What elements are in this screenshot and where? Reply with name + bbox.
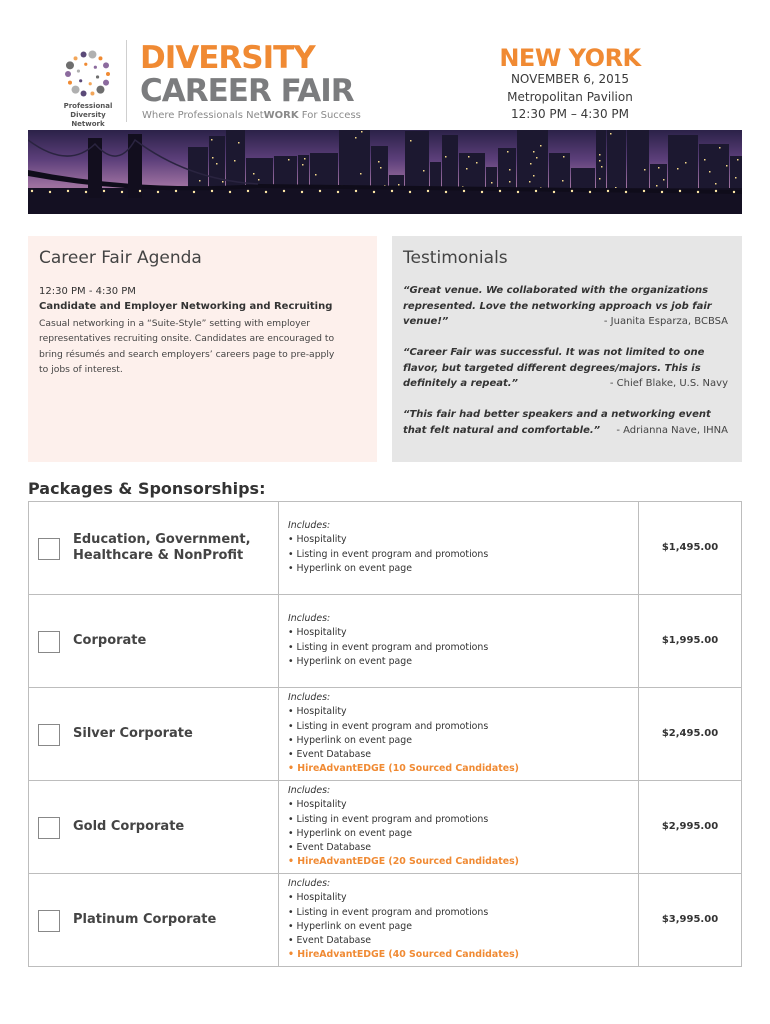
includes-label: Includes: — [288, 785, 331, 796]
includes-label: Includes: — [288, 520, 331, 531]
testimonial-author: - Juanita Esparza, BCBSA — [603, 316, 728, 327]
skyline-illustration — [28, 130, 742, 214]
testimonial-author: - Chief Blake, U.S. Navy — [609, 378, 728, 389]
package-price: $3,995.00 — [661, 914, 719, 925]
feature-item: • Hospitality — [288, 799, 347, 811]
feature-item: • Hospitality — [288, 892, 347, 904]
feature-item: • Event Database — [288, 935, 372, 947]
column-divider — [278, 502, 279, 594]
event-title-line1: DIVERSITY — [140, 40, 315, 76]
package-name: Education, Government, Healthcare & NonProfit — [73, 532, 251, 563]
tagline: Where Professionals NetWORK For Success — [142, 110, 361, 121]
city-skyline-banner — [28, 130, 742, 214]
package-checkbox[interactable] — [38, 538, 60, 560]
feature-highlight: • HireAdvantEDGE (40 Sourced Candidates) — [288, 949, 519, 961]
package-row-corporate — [29, 595, 741, 688]
feature-item: • Listing in event program and promotions — [288, 641, 489, 653]
testimonials-heading: Testimonials — [403, 248, 508, 268]
package-price: $2,495.00 — [661, 728, 719, 739]
agenda-session-title: Candidate and Employer Networking and Recruiting — [39, 301, 333, 312]
includes-label: Includes: — [288, 613, 331, 624]
includes-label: Includes: — [288, 692, 331, 703]
agenda-section — [28, 236, 377, 462]
package-price: $1,495.00 — [661, 542, 719, 553]
package-checkbox[interactable] — [38, 724, 60, 746]
org-name: Professional Diversity Network — [63, 102, 113, 128]
testimonial-quote: “Career Fair was successful. It was not limited to one flavor, but targeted different degrees/majors. This is definitely a repeat.” — [403, 347, 705, 389]
package-name: Silver Corporate — [73, 726, 193, 741]
event-city: NEW YORK — [499, 44, 641, 72]
feature-item: • Hospitality — [288, 706, 347, 718]
package-checkbox[interactable] — [38, 631, 60, 653]
feature-item: • Event Database — [288, 749, 372, 761]
package-name: Platinum Corporate — [73, 912, 217, 927]
package-price: $2,995.00 — [661, 821, 719, 832]
agenda-heading: Career Fair Agenda — [39, 248, 202, 268]
feature-item: • Hospitality — [288, 627, 347, 639]
testimonials-section — [392, 236, 742, 462]
event-title-line2: CAREER FAIR — [140, 73, 354, 109]
package-checkbox[interactable] — [38, 817, 60, 839]
event-venue: Metropolitan Pavilion — [507, 90, 633, 104]
package-row-gold — [29, 781, 741, 874]
feature-highlight: • HireAdvantEDGE (10 Sourced Candidates) — [288, 763, 519, 775]
package-price: $1,995.00 — [661, 635, 719, 646]
package-includes — [288, 691, 633, 777]
testimonial-3 — [403, 407, 728, 438]
agenda-time: 12:30 PM - 4:30 PM — [39, 286, 136, 297]
package-row-silver — [29, 688, 741, 781]
testimonial-quote: “This fair had better speakers and a networking event that felt natural and comfortable.” — [403, 409, 711, 436]
package-includes — [288, 612, 633, 669]
event-date: NOVEMBER 6, 2015 — [510, 72, 630, 86]
feature-item: • Listing in event program and promotions — [288, 906, 489, 918]
feature-item: • Event Database — [288, 842, 372, 854]
column-divider — [278, 874, 279, 966]
package-row-platinum — [29, 874, 741, 966]
feature-highlight: • HireAdvantEDGE (20 Sourced Candidates) — [288, 856, 519, 868]
packages-table — [28, 501, 742, 967]
testimonial-quote: “Great venue. We collaborated with the organizations represented. Love the networking approach vs job fair venue!” — [403, 285, 712, 327]
feature-item: • Hyperlink on event page — [288, 920, 412, 932]
testimonial-2 — [403, 345, 728, 392]
package-includes — [288, 784, 633, 870]
pdn-logo-icon — [60, 46, 116, 102]
testimonial-author: - Adrianna Nave, IHNA — [616, 424, 728, 436]
package-name: Gold Corporate — [73, 819, 185, 834]
feature-item: • Listing in event program and promotions — [288, 720, 489, 732]
feature-item: • Hyperlink on event page — [288, 827, 412, 839]
event-time: 12:30 PM – 4:30 PM — [511, 107, 629, 121]
feature-item: • Listing in event program and promotions — [288, 548, 489, 560]
package-checkbox[interactable] — [38, 910, 60, 932]
logo-divider — [126, 40, 127, 122]
testimonial-1 — [403, 283, 728, 330]
packages-heading: Packages & Sponsorships: — [28, 479, 266, 498]
package-name: Corporate — [73, 633, 147, 648]
feature-item: • Hyperlink on event page — [288, 562, 412, 574]
agenda-description: Casual networking in a “Suite-Style” setting with employer representatives recruiting onsite. Candidates are encouraged to bring résumés and search employers’ careers page to pre-apply to jobs of interest. — [39, 318, 335, 376]
column-divider — [278, 688, 279, 780]
package-includes — [288, 877, 633, 963]
column-divider — [278, 595, 279, 687]
feature-item: • Hospitality — [288, 534, 347, 546]
package-includes — [288, 519, 633, 576]
column-divider — [278, 781, 279, 873]
package-row-education — [29, 502, 741, 595]
includes-label: Includes: — [288, 878, 331, 889]
feature-item: • Listing in event program and promotions — [288, 813, 489, 825]
feature-item: • Hyperlink on event page — [288, 734, 412, 746]
feature-item: • Hyperlink on event page — [288, 655, 412, 667]
